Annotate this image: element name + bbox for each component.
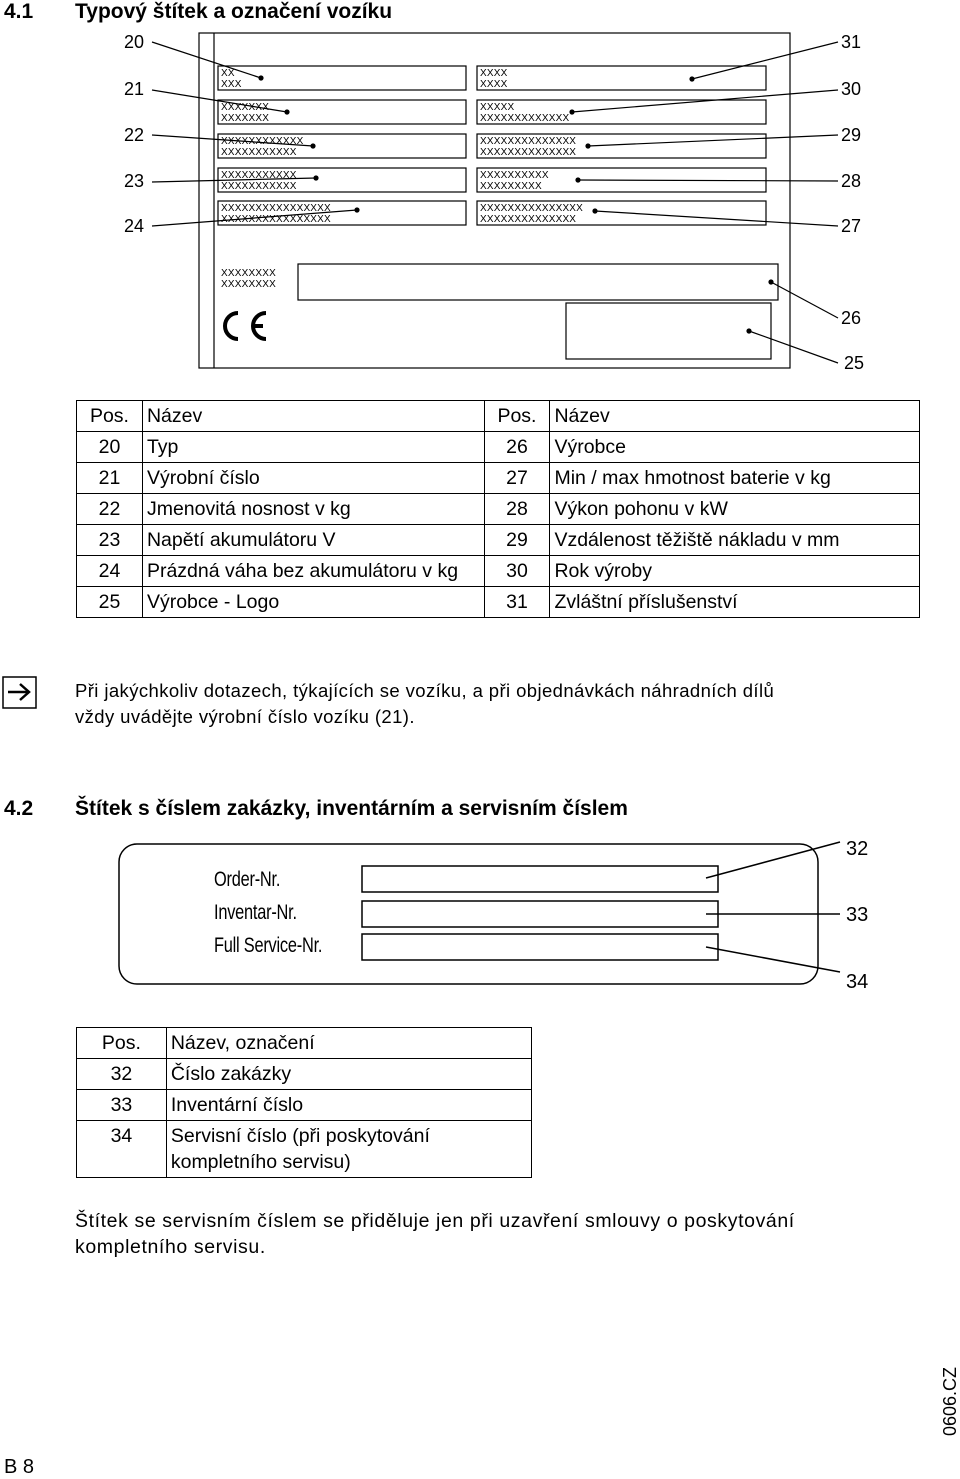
manufacturer-box	[298, 264, 778, 300]
document-code: 0606.CZ	[940, 1366, 960, 1436]
inventar-nr-label: Inventar-Nr.	[214, 901, 297, 924]
inventory-number-box	[362, 901, 718, 927]
field-text-left: XXXXXXXXXXXX XXXXXXXXXXX	[221, 136, 304, 158]
field-text-left: XXXXXXX XXXXXXX	[221, 102, 270, 124]
order-plate-table	[76, 1027, 532, 1178]
callout-29: 29	[841, 125, 862, 145]
note-text: Při jakýchkoliv dotazech, týkajících se vozíku, a při objednávkách náhradních dílů vždy uvádějte výrobní číslo vozíku (21).	[75, 680, 775, 727]
full-service-nr-label: Full Service-Nr.	[214, 934, 323, 957]
table-header-cell: Pos.	[77, 401, 143, 432]
callout-34: 34	[846, 971, 869, 993]
table-row: 32 Číslo zakázky	[77, 1059, 532, 1090]
callout-26: 26	[841, 308, 862, 328]
table-row: 33 Inventární číslo	[77, 1090, 532, 1121]
table-row: 21 Výrobní číslo 27 Min / max hmotnost baterie v kg	[77, 463, 920, 494]
page-number: B 8	[4, 1456, 35, 1478]
callout-25: 25	[844, 353, 865, 373]
field-text-right: XXXXXXXXXXXXXXX XXXXXXXXXXXXXX	[480, 203, 584, 225]
order-plate-diagram	[0, 830, 960, 1000]
table-header-row	[77, 401, 920, 432]
callout-27: 27	[841, 216, 862, 236]
logo-box	[566, 303, 771, 359]
order-number-box	[362, 866, 718, 892]
field-text-left: XXXXXXXXXXXXXXXX XXXXXXXXXXXXXXXX	[221, 203, 331, 225]
table-header-cell: Název, označení	[166, 1028, 531, 1059]
callout-20: 20	[124, 32, 145, 52]
callout-21: 21	[124, 79, 145, 99]
table-header-cell: Pos.	[77, 1028, 167, 1059]
table-header-cell: Pos.	[484, 401, 550, 432]
table-row: 24 Prázdná váha bez akumulátoru v kg 30 Rok výroby	[77, 556, 920, 587]
table-row: 20 Typ 26 Výrobce	[77, 432, 920, 463]
field-text-right: XXXX XXXX	[480, 68, 508, 90]
order-nr-label: Order-Nr.	[214, 868, 281, 891]
table-row: 34 Servisní číslo (při poskytování kompletního servisu)	[77, 1121, 532, 1178]
type-plate-diagram	[0, 0, 960, 400]
callout-32: 32	[846, 838, 869, 860]
field-text-left: XXXXXXXXXXX XXXXXXXXXXX	[221, 170, 297, 192]
callout-30: 30	[841, 79, 862, 99]
field-text-left: XX XXX	[221, 68, 242, 90]
callout-31: 31	[841, 32, 862, 52]
service-number-box	[362, 934, 718, 960]
section-title: Štítek s číslem zakázky, inventárním a servisním číslem	[75, 797, 628, 820]
field-text-left: XXXXXXXX XXXXXXXX	[221, 268, 276, 290]
closing-text: Štítek se servisním číslem se přiděluje jen při uzavření smlouvy o poskytování kompletního servisu.	[75, 1210, 795, 1258]
ce-mark-icon	[225, 313, 266, 339]
table-row: 22 Jmenovitá nosnost v kg 28 Výkon pohonu v kW	[77, 494, 920, 525]
type-plate-table	[76, 400, 920, 618]
field-text-right: XXXXXXXXXX XXXXXXXXX	[480, 170, 549, 192]
table-header-cell: Název	[142, 401, 484, 432]
field-text-right: XXXXXXXXXXXXXX XXXXXXXXXXXXXX	[480, 136, 577, 158]
section-number: 4.2	[4, 797, 34, 820]
table-header-cell: Název	[550, 401, 920, 432]
callout-33: 33	[846, 904, 869, 926]
callout-28: 28	[841, 171, 862, 191]
table-row: 25 Výrobce - Logo 31 Zvláštní příslušenství	[77, 587, 920, 618]
table-row: 23 Napětí akumulátoru V 29 Vzdálenost těžiště nákladu v mm	[77, 525, 920, 556]
callout-22: 22	[124, 125, 145, 145]
callout-24: 24	[124, 216, 145, 236]
field-text-right: XXXXX XXXXXXXXXXXXX	[480, 102, 570, 124]
section-title: Typový štítek a označení vozíku	[75, 0, 393, 23]
callout-23: 23	[124, 171, 145, 191]
field-box-left	[218, 66, 466, 90]
table-header-row	[77, 1028, 532, 1059]
field-box-right	[477, 66, 766, 90]
section-number: 4.1	[4, 0, 34, 23]
arrow-right-icon	[2, 676, 38, 710]
